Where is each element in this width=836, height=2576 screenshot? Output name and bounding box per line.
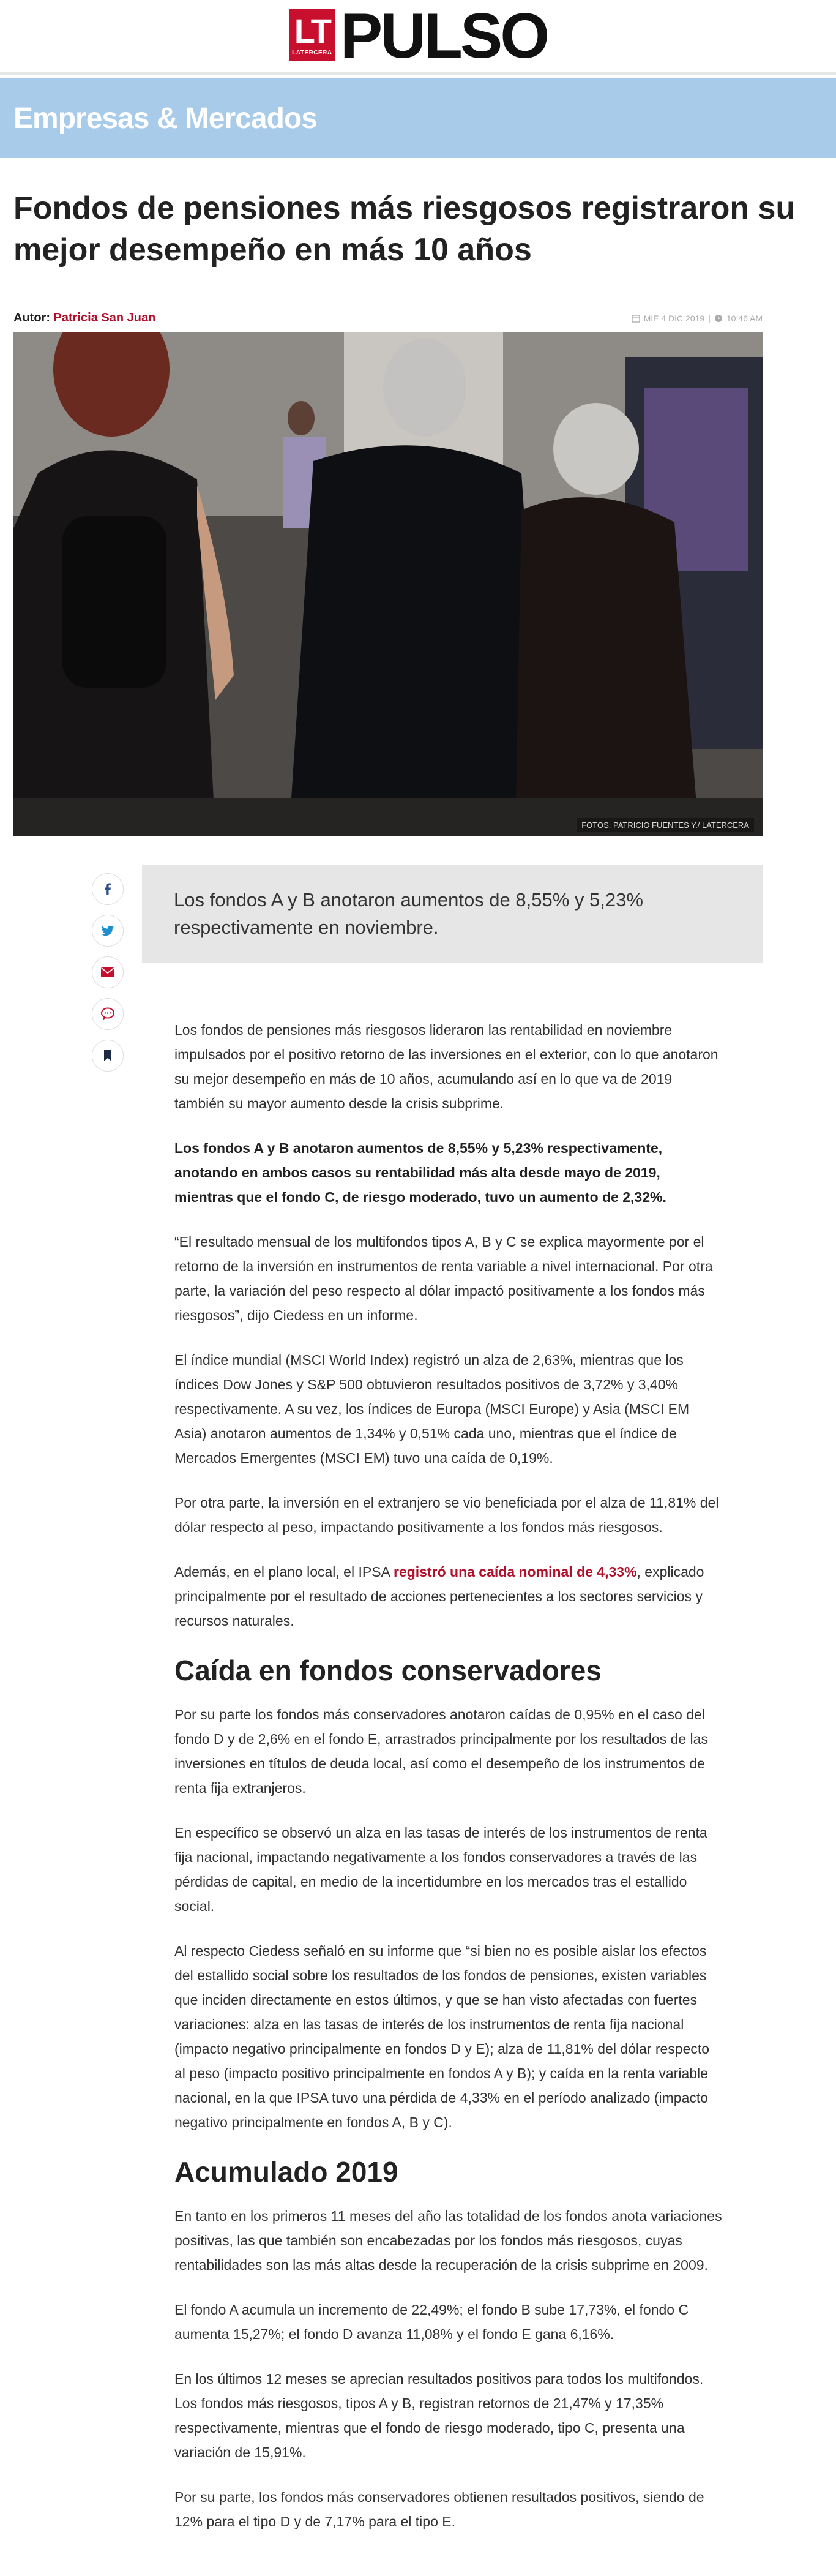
- paragraph: Los fondos de pensiones más riesgosos lideraron las rentabilidad en noviembre impulsados por el positivo retorno de las inversiones en el exterior, con lo que anotaron su mejor desempeño en más de 10 años, acumulando así en lo que va de 2019 también su mayor aumento desde la crisis subprime.: [174, 1022, 718, 1111]
- share-facebook-button[interactable]: [92, 873, 124, 905]
- author-label: Autor:: [13, 311, 50, 325]
- paragraph: En los últimos 12 meses se aprecian resultados positivos para todos los multifondos. Los fondos más riesgosos, tipos A y B, registran retornos de 21,47% y 17,35% respectivamente, mientras que el fondo de riesgo moderado, tipo C, presenta una variación de 15,91%.: [174, 2371, 704, 2460]
- author-line: [13, 311, 155, 325]
- paragraph: Por otra parte, la inversión en el extranjero se vio beneficiada por el alza de 11,81% del dólar respecto al peso, impactando positivamente a los fondos más riesgosos.: [174, 1495, 719, 1535]
- logo-pulso-text: PULSO: [340, 1, 548, 72]
- publish-date: [632, 314, 763, 323]
- section-banner: [0, 78, 836, 158]
- date-text: MIE 4 DIC 2019: [643, 313, 705, 323]
- calendar-icon: [632, 314, 640, 323]
- comment-button[interactable]: [92, 998, 124, 1030]
- site-logo[interactable]: [289, 1, 548, 72]
- share-email-button[interactable]: [92, 956, 124, 988]
- section-title[interactable]: Empresas & Mercados: [13, 102, 317, 135]
- summary-text: Los fondos A y B anotaron aumentos de 8,55% y 5,23% respectivamente en noviembre.: [174, 889, 643, 938]
- clock-icon: [714, 314, 723, 323]
- article-photo: [13, 332, 763, 836]
- photo-scene: [13, 332, 763, 836]
- article-meta: [13, 311, 763, 325]
- bookmark-icon: [103, 1050, 113, 1062]
- logo-latercera-text: LATERCERA: [292, 49, 332, 56]
- article-body: [174, 1018, 722, 2554]
- photo-credit: FOTOS: PATRICIO FUENTES Y./ LATERCERA: [577, 818, 754, 832]
- logo-lt-text: LT: [294, 11, 330, 50]
- paragraph-with-link: [174, 1560, 722, 1633]
- paragraph: El índice mundial (MSCI World Index) registró un alza de 2,63%, mientras que los índices Dow Jones y S&P 500 obtuvieron resultados positivos de 3,72% y 3,40% respectivamente. A su vez, los índices de Europa (MSCI Europe) y Asia (MSCI EM Asia) anotaron aumentos de 1,34% y 0,51% cada uno, mientras que el índice de Mercados Emergentes (MSCI EM) tuvo una caída de 0,19%.: [174, 1352, 690, 1466]
- paragraph: En tanto en los primeros 11 meses del año las totalidad de los fondos anota variaciones positivas, las que también son encabezadas por los fondos más riesgosos, cuyas rentabilidades son las más altas desde la recuperación de la crisis subprime en 2009.: [174, 2208, 722, 2273]
- paragraph: El fondo A acumula un incremento de 22,49%; el fondo B sube 17,73%, el fondo C aumenta 15,27%; el fondo D avanza 11,08% y el fondo E gana 6,16%.: [174, 2302, 689, 2342]
- facebook-icon: [101, 882, 114, 896]
- paragraph-text: Además, en el plano local, el IPSA: [174, 1564, 394, 1580]
- comment-icon: [100, 1007, 115, 1021]
- paragraph: Por su parte, los fondos más conservadores obtienen resultados positivos, siendo de 12% para el tipo D y de 7,17% para el tipo E.: [174, 2489, 704, 2529]
- share-twitter-button[interactable]: [92, 915, 124, 947]
- section-heading: Acumulado 2019: [174, 2156, 398, 2188]
- author-link[interactable]: Patricia San Juan: [53, 311, 156, 325]
- paragraph-bold: Los fondos A y B anotaron aumentos de 8,55% y 5,23% respectivamente, anotando en ambos casos su rentabilidad más alta desde mayo de 2019, mientras que el fondo C, de riesgo moderado, tuvo un aumento de 2,32%.: [174, 1140, 666, 1205]
- twitter-icon: [100, 924, 115, 937]
- article-summary: [142, 865, 763, 963]
- time-text: 10:46 AM: [726, 313, 763, 323]
- date-separator: |: [708, 313, 711, 323]
- latercera-logo: [289, 9, 335, 61]
- article-headline: Fondos de pensiones más riesgosos registraron su mejor desempeño en más 10 años: [13, 190, 796, 268]
- email-icon: [100, 967, 115, 978]
- site-header: [0, 0, 836, 75]
- ipsa-link[interactable]: registró una caída nominal de 4,33%: [394, 1564, 637, 1580]
- share-toolbar: [92, 873, 124, 1072]
- paragraph: “El resultado mensual de los multifondos tipos A, B y C se explica mayormente por el retorno de la inversión en instrumentos de renta variable a nivel internacional. Por otra parte, la variación del peso respecto al dólar impactó positivamente a los fondos más riesgosos”, dijo Ciedess en un informe.: [174, 1234, 713, 1323]
- section-heading: Caída en fondos conservadores: [174, 1654, 602, 1686]
- paragraph: En específico se observó un alza en las tasas de interés de los instrumentos de renta fija nacional, impactando negativamente a los fondos conservadores a través de las pérdidas de capital, en medio de la incertidumbre en los mercados tras el estallido social.: [174, 1825, 707, 1914]
- paragraph: Por su parte los fondos más conservadores anotaron caídas de 0,95% en el caso del fondo D y de 2,6% en el fondo E, arrastrados principalmente por los resultados de las inversiones en títulos de deuda local, así como el desempeño de los instrumentos de renta fija extranjeros.: [174, 1707, 708, 1796]
- paragraph-text: , explicado principalmente por el resultado de acciones pertenecientes a los sectores servicios y recursos naturales.: [174, 1564, 704, 1629]
- bookmark-button[interactable]: [92, 1040, 124, 1072]
- paragraph: Al respecto Ciedess señaló en su informe que “si bien no es posible aislar los efectos del estallido social sobre los resultados de los fondos de pensiones, existen variables que inciden directamente en estos últimos, y que se han visto afectadas con fuertes variaciones: alza en las tasas de interés de los instrumentos de renta fija nacional (impacto negativo principalmente en fondos D y E); alza de 11,81% del dólar respecto al peso (impacto positivo principalmente en fondos A y B); y caída en la renta variable nacional, en la que IPSA tuvo una pérdida de 4,33% en el período analizado (impacto negativo principalmente en fondos A, B y C).: [174, 1943, 710, 2130]
